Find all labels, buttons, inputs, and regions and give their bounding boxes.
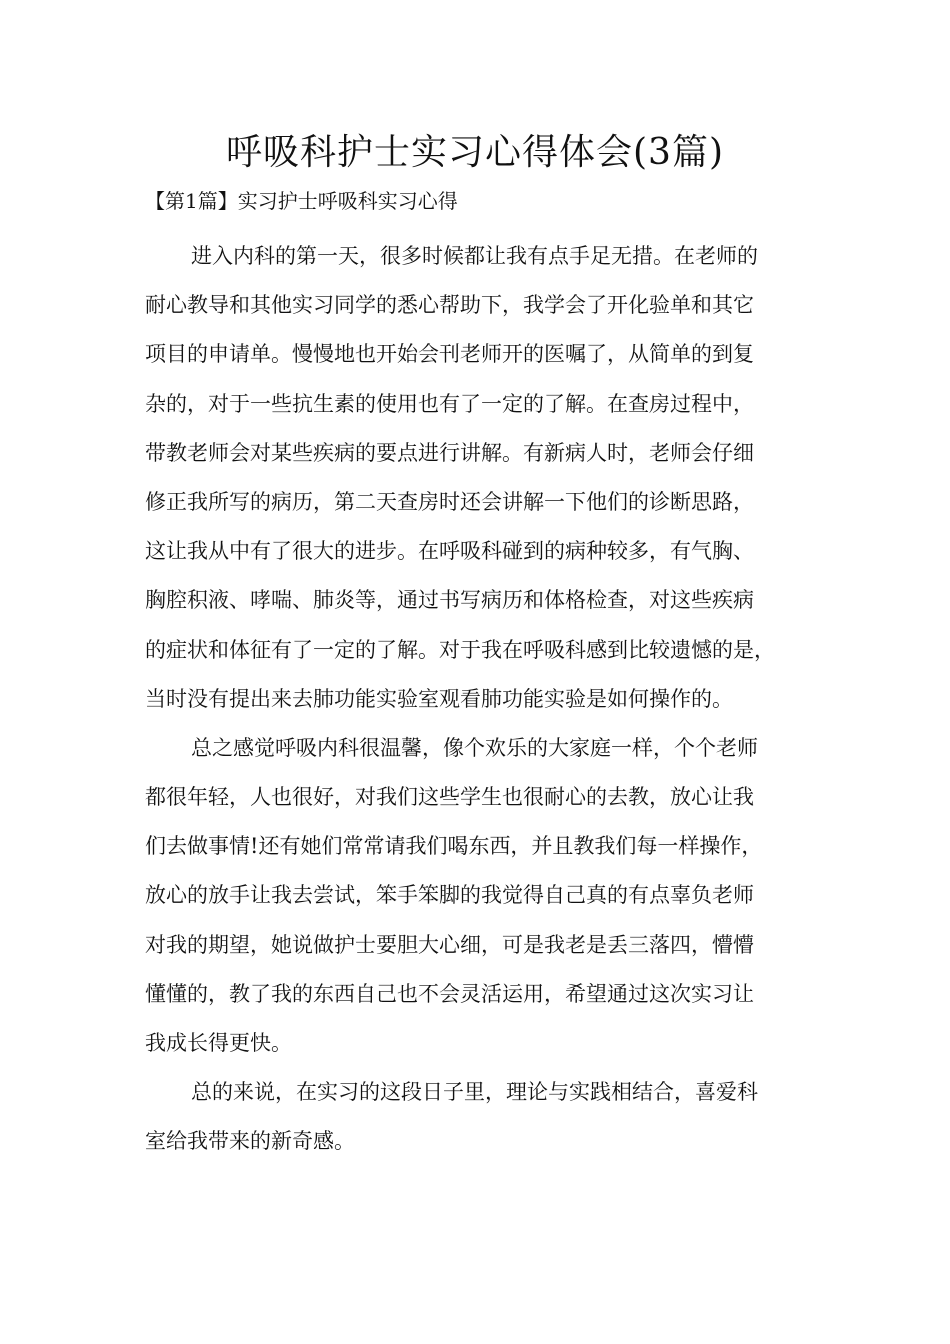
text-line: 都很年轻，人也很好，对我们这些学生也很耐心的去教，放心让我 bbox=[145, 785, 754, 810]
paragraph-3 bbox=[145, 1068, 825, 1166]
text-line: 进入内科的第一天，很多时候都让我有点手足无措。在老师的 bbox=[191, 244, 758, 268]
text-line: 们去做事情!还有她们常常请我们喝东西，并且教我们每一样操作， bbox=[145, 834, 763, 859]
document-title: 呼吸科护士实习心得体会(3篇) bbox=[226, 132, 724, 173]
text-line: 室给我带来的新奇感。 bbox=[145, 1129, 355, 1154]
paragraph-1 bbox=[145, 232, 825, 724]
text-line: 修正我所写的病历，第二天查房时还会讲解一下他们的诊断思路， bbox=[145, 489, 754, 514]
text-line: 总之感觉呼吸内科很温馨，像个欢乐的大家庭一样，个个老师 bbox=[191, 735, 758, 760]
text-line: 对我的期望，她说做护士要胆大心细，可是我老是丢三落四，懵懵 bbox=[145, 932, 754, 957]
text-line: 这让我从中有了很大的进步。在呼吸科碰到的病种较多，有气胸、 bbox=[145, 539, 754, 564]
text-line: 胸腔积液、哮喘、肺炎等，通过书写病历和体格检查，对这些疾病 bbox=[145, 588, 754, 613]
text-line: 总的来说，在实习的这段日子里，理论与实践相结合，喜爱科 bbox=[191, 1080, 758, 1105]
text-line: 杂的，对于一些抗生素的使用也有了一定的了解。在查房过程中， bbox=[145, 391, 754, 416]
paragraph-2 bbox=[145, 724, 825, 1068]
document-body bbox=[145, 232, 825, 1167]
text-line: 带教老师会对某些疾病的要点进行讲解。有新病人时，老师会仔细 bbox=[145, 440, 754, 465]
text-line: 项目的申请单。慢慢地也开始会刊老师开的医嘱了，从简单的到复 bbox=[145, 342, 754, 367]
text-line: 懂懂的，教了我的东西自己也不会灵活运用，希望通过这次实习让 bbox=[145, 981, 754, 1006]
text-line: 我成长得更快。 bbox=[145, 1031, 292, 1055]
text-line: 的症状和体征有了一定的了解。对于我在呼吸科感到比较遗憾的是， bbox=[145, 637, 775, 662]
section-heading: 【第1篇】实习护士呼吸科实习心得 bbox=[145, 189, 458, 213]
text-line: 耐心教导和其他实习同学的悉心帮助下，我学会了开化验单和其它 bbox=[145, 293, 754, 318]
text-line: 放心的放手让我去尝试，笨手笨脚的我觉得自己真的有点辜负老师 bbox=[145, 883, 754, 908]
text-line: 当时没有提出来去肺功能实验室观看肺功能实验是如何操作的。 bbox=[145, 686, 733, 711]
